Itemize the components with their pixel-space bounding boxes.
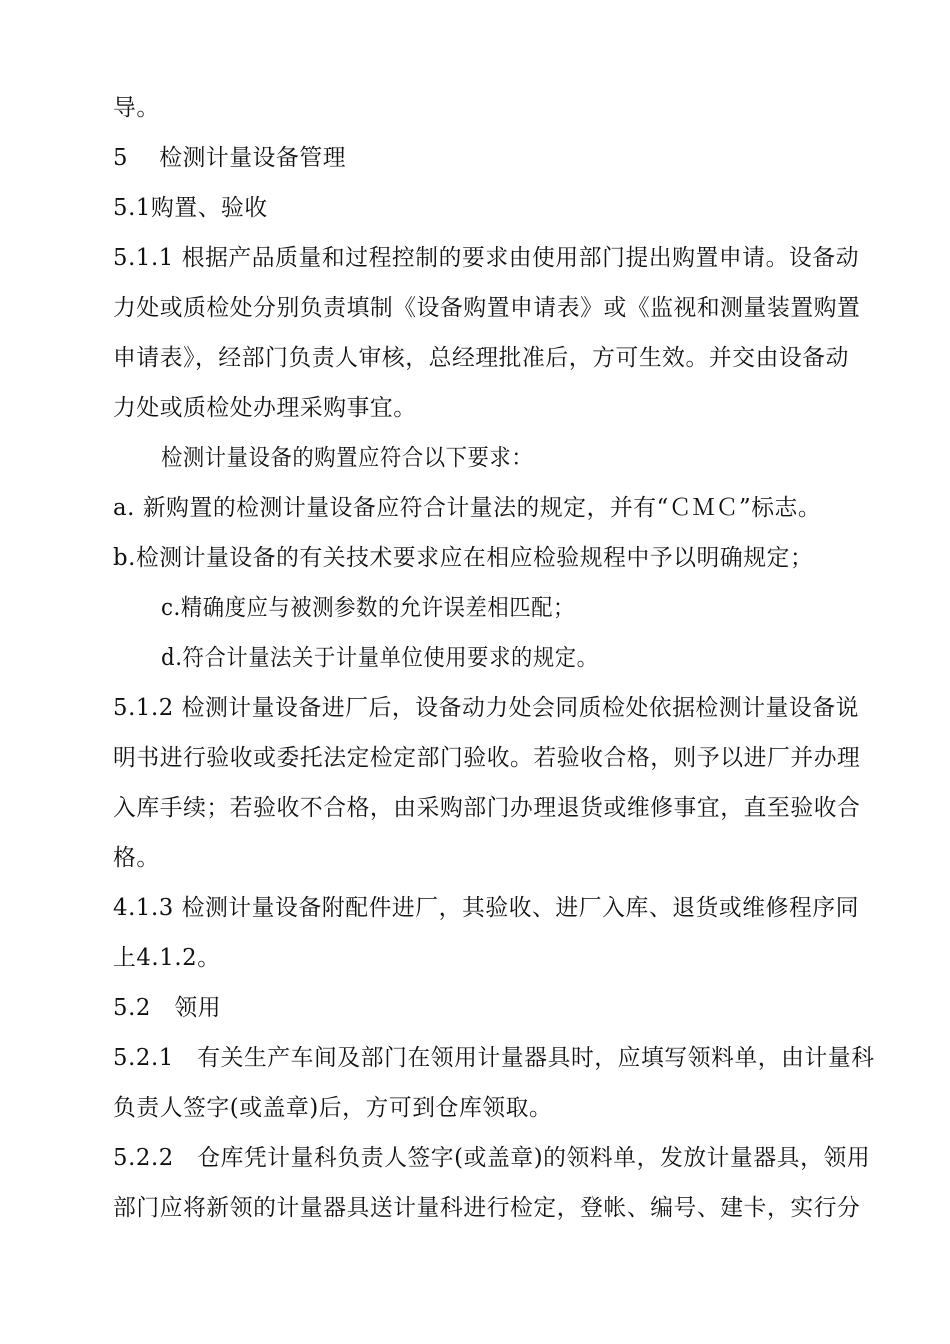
section-heading: 5 检测计量设备管理 — [113, 145, 347, 171]
text-line: 4.1.3 检测计量设备附配件进厂，其验收、进厂入库、退货或维修程序同 — [113, 895, 860, 921]
text-line: 格。 — [113, 845, 160, 871]
text-line: 部门应将新领的计量器具送计量科进行检定，登帐、编号、建卡，实行分 — [113, 1195, 861, 1221]
list-item: b.检测计量设备的有关技术要求应在相应检验规程中予以明确规定； — [113, 545, 814, 571]
text-line: 上4.1.2。 — [113, 945, 221, 971]
text-line: 5.1.1 根据产品质量和过程控制的要求由使用部门提出购置申请。设备动 — [113, 245, 860, 271]
text-line: 负责人签字(或盖章)后，方可到仓库领取。 — [113, 1095, 553, 1121]
text-line: 5.2.2 仓库凭计量科负责人签字(或盖章)的领料单，发放计量器具，领用 — [113, 1145, 871, 1171]
text-line: 检测计量设备的购置应符合以下要求： — [161, 445, 534, 471]
list-item: d.符合计量法关于计量单位使用要求的规定。 — [161, 645, 599, 671]
text-line: 导。 — [113, 95, 160, 121]
subsection-heading: 5.1购置、验收 — [113, 195, 268, 221]
text-line: 明书进行验收或委托法定检定部门验收。若验收合格，则予以进厂并办理 — [113, 745, 861, 771]
text-line: 5.1.2 检测计量设备进厂后，设备动力处会同质检处依据检测计量设备说 — [113, 695, 860, 721]
text-line: 入库手续；若验收不合格，由采购部门办理退货或维修事宜，直至验收合 — [113, 795, 861, 821]
text-line: 申请表》，经部门负责人审核，总经理批准后，方可生效。并交由设备动 — [113, 345, 850, 371]
subsection-heading: 5.2 领用 — [113, 995, 222, 1021]
list-item: c.精确度应与被测参数的允许误差相匹配； — [161, 595, 575, 621]
text-line: 5.2.1 有关生产车间及部门在领用计量器具时，应填写领料单，由计量科 — [113, 1045, 875, 1071]
text-line: 力处或质检处办理采购事宜。 — [113, 395, 417, 421]
list-item: a. 新购置的检测计量设备应符合计量法的规定，并有“ＣＭＣ”标志。 — [113, 495, 822, 521]
text-line: 力处或质检处分别负责填制《设备购置申请表》或《监视和测量装置购置 — [113, 295, 861, 321]
